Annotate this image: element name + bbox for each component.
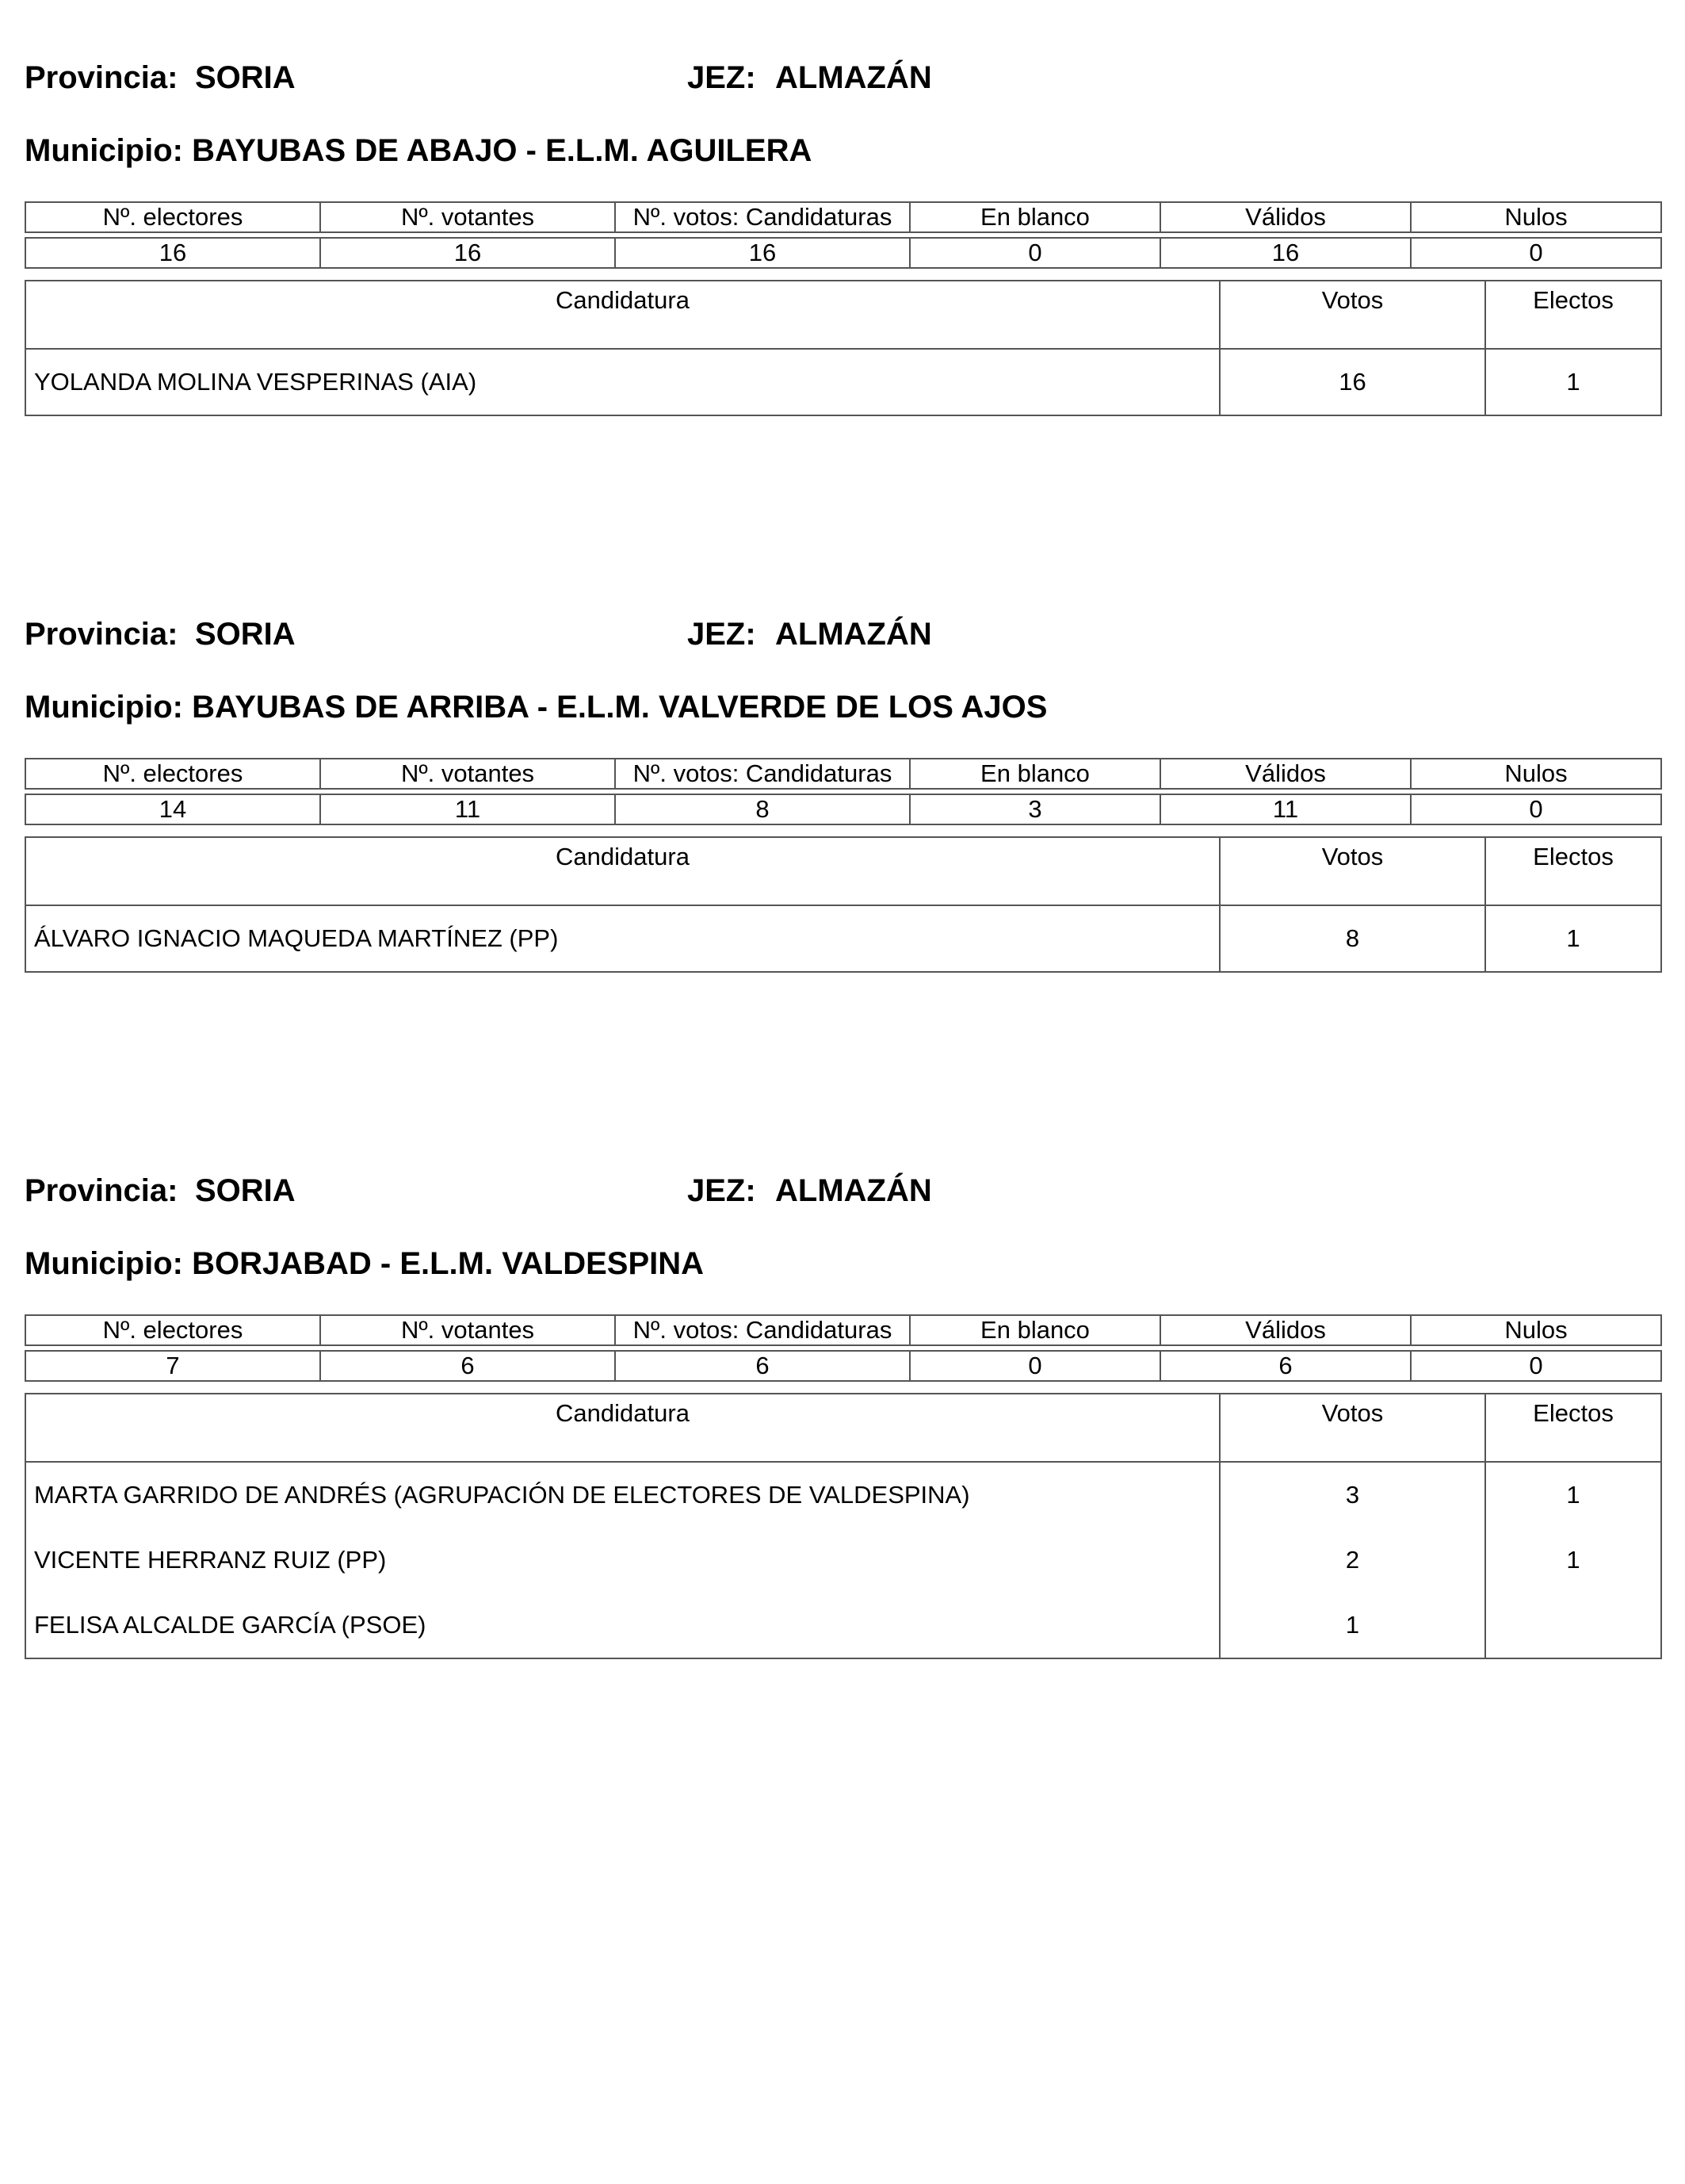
stats-header-electores: Nº. electores [25, 1315, 320, 1345]
stats-value-electores: 14 [25, 794, 320, 824]
stats-header-row [25, 759, 1661, 789]
municipio-label: Municipio: [25, 690, 183, 725]
stats-header-row [25, 202, 1661, 232]
municipio-value: BORJABAD - E.L.M. VALDESPINA [192, 1246, 705, 1281]
candidate-electos: 1 [1485, 905, 1661, 972]
stats-value-validos: 6 [1160, 1351, 1411, 1381]
stats-header-validos: Válidos [1160, 1315, 1411, 1345]
stats-value-row [25, 1351, 1661, 1381]
jez-label: JEZ: [687, 617, 756, 652]
stats-header-row [25, 1315, 1661, 1345]
candidates-table [25, 1393, 1662, 1659]
stats-header-en-blanco: En blanco [910, 1315, 1160, 1345]
stats-value-electores: 16 [25, 238, 320, 268]
stats-header-electores: Nº. electores [25, 759, 320, 789]
candidate-name: VICENTE HERRANZ RUIZ (PP) [25, 1528, 1220, 1593]
stats-table [25, 758, 1662, 825]
stats-header-electores: Nº. electores [25, 202, 320, 232]
stats-value-en-blanco: 3 [910, 794, 1160, 824]
stats-header-votos-candidaturas: Nº. votos: Candidaturas [615, 759, 910, 789]
candidate-electos: 1 [1485, 1528, 1661, 1593]
candidate-name: ÁLVARO IGNACIO MAQUEDA MARTÍNEZ (PP) [25, 905, 1220, 972]
stats-value-row [25, 794, 1661, 824]
stats-header-nulos: Nulos [1411, 759, 1661, 789]
stats-value-votantes: 6 [320, 1351, 615, 1381]
provincia-label: Provincia: [25, 60, 178, 95]
candidate-votos: 3 [1220, 1462, 1485, 1528]
stats-header-validos: Válidos [1160, 202, 1411, 232]
candidates-header-row [25, 281, 1661, 349]
municipio-title [25, 690, 1047, 725]
stats-value-validos: 16 [1160, 238, 1411, 268]
header-candidatura: Candidatura [25, 1394, 1220, 1462]
stats-header-votos-candidaturas: Nº. votos: Candidaturas [615, 1315, 910, 1345]
jez-value: ALMAZÁN [775, 60, 932, 95]
section-header [25, 617, 1660, 661]
stats-value-en-blanco: 0 [910, 238, 1160, 268]
municipio-value: BAYUBAS DE ABAJO - E.L.M. AGUILERA [192, 133, 812, 168]
stats-value-en-blanco: 0 [910, 1351, 1160, 1381]
candidate-electos [1485, 1593, 1661, 1658]
stats-header-votantes: Nº. votantes [320, 202, 615, 232]
candidate-name: MARTA GARRIDO DE ANDRÉS (AGRUPACIÓN DE ELECTORES DE VALDESPINA) [25, 1462, 1220, 1528]
municipio-label: Municipio: [25, 133, 183, 168]
jez-value: ALMAZÁN [775, 1173, 932, 1208]
stats-header-validos: Válidos [1160, 759, 1411, 789]
candidate-votos: 1 [1220, 1593, 1485, 1658]
municipio-label: Municipio: [25, 1246, 183, 1281]
provincia-value: SORIA [195, 1173, 296, 1208]
candidates-table [25, 836, 1662, 973]
stats-header-votos-candidaturas: Nº. votos: Candidaturas [615, 202, 910, 232]
candidate-electos: 1 [1485, 1462, 1661, 1528]
stats-header-nulos: Nulos [1411, 202, 1661, 232]
stats-table [25, 1314, 1662, 1382]
stats-value-votos-candidaturas: 6 [615, 1351, 910, 1381]
stats-header-en-blanco: En blanco [910, 759, 1160, 789]
candidate-name: YOLANDA MOLINA VESPERINAS (AIA) [25, 349, 1220, 415]
table-row [25, 1528, 1661, 1593]
provincia-value: SORIA [195, 617, 296, 652]
header-votos: Votos [1220, 837, 1485, 905]
header-candidatura: Candidatura [25, 281, 1220, 349]
stats-header-votantes: Nº. votantes [320, 759, 615, 789]
stats-value-electores: 7 [25, 1351, 320, 1381]
provincia-value: SORIA [195, 60, 296, 95]
section-header [25, 60, 1660, 105]
header-votos: Votos [1220, 1394, 1485, 1462]
provincia-label: Provincia: [25, 617, 178, 652]
stats-value-validos: 11 [1160, 794, 1411, 824]
stats-value-nulos: 0 [1411, 794, 1661, 824]
header-electos: Electos [1485, 281, 1661, 349]
candidate-votos: 2 [1220, 1528, 1485, 1593]
header-votos: Votos [1220, 281, 1485, 349]
stats-header-nulos: Nulos [1411, 1315, 1661, 1345]
jez-value: ALMAZÁN [775, 617, 932, 652]
section-header [25, 1173, 1660, 1218]
candidates-header-row [25, 837, 1661, 905]
table-row [25, 1462, 1661, 1528]
stats-value-nulos: 0 [1411, 1351, 1661, 1381]
candidate-electos: 1 [1485, 349, 1661, 415]
header-candidatura: Candidatura [25, 837, 1220, 905]
stats-value-nulos: 0 [1411, 238, 1661, 268]
stats-value-votos-candidaturas: 8 [615, 794, 910, 824]
municipio-title [25, 133, 812, 169]
table-row [25, 1593, 1661, 1658]
stats-header-votantes: Nº. votantes [320, 1315, 615, 1345]
stats-value-row [25, 238, 1661, 268]
candidate-votos: 16 [1220, 349, 1485, 415]
candidate-votos: 8 [1220, 905, 1485, 972]
table-row [25, 905, 1661, 972]
candidates-header-row [25, 1394, 1661, 1462]
stats-value-votantes: 11 [320, 794, 615, 824]
municipio-title [25, 1246, 704, 1282]
candidate-name: FELISA ALCALDE GARCÍA (PSOE) [25, 1593, 1220, 1658]
table-row [25, 349, 1661, 415]
provincia-label: Provincia: [25, 1173, 178, 1208]
stats-table [25, 201, 1662, 269]
candidates-table [25, 280, 1662, 416]
jez-label: JEZ: [687, 1173, 756, 1208]
stats-value-votos-candidaturas: 16 [615, 238, 910, 268]
header-electos: Electos [1485, 1394, 1661, 1462]
header-electos: Electos [1485, 837, 1661, 905]
jez-label: JEZ: [687, 60, 756, 95]
municipio-value: BAYUBAS DE ARRIBA - E.L.M. VALVERDE DE LOS AJOS [192, 690, 1048, 725]
stats-header-en-blanco: En blanco [910, 202, 1160, 232]
stats-value-votantes: 16 [320, 238, 615, 268]
